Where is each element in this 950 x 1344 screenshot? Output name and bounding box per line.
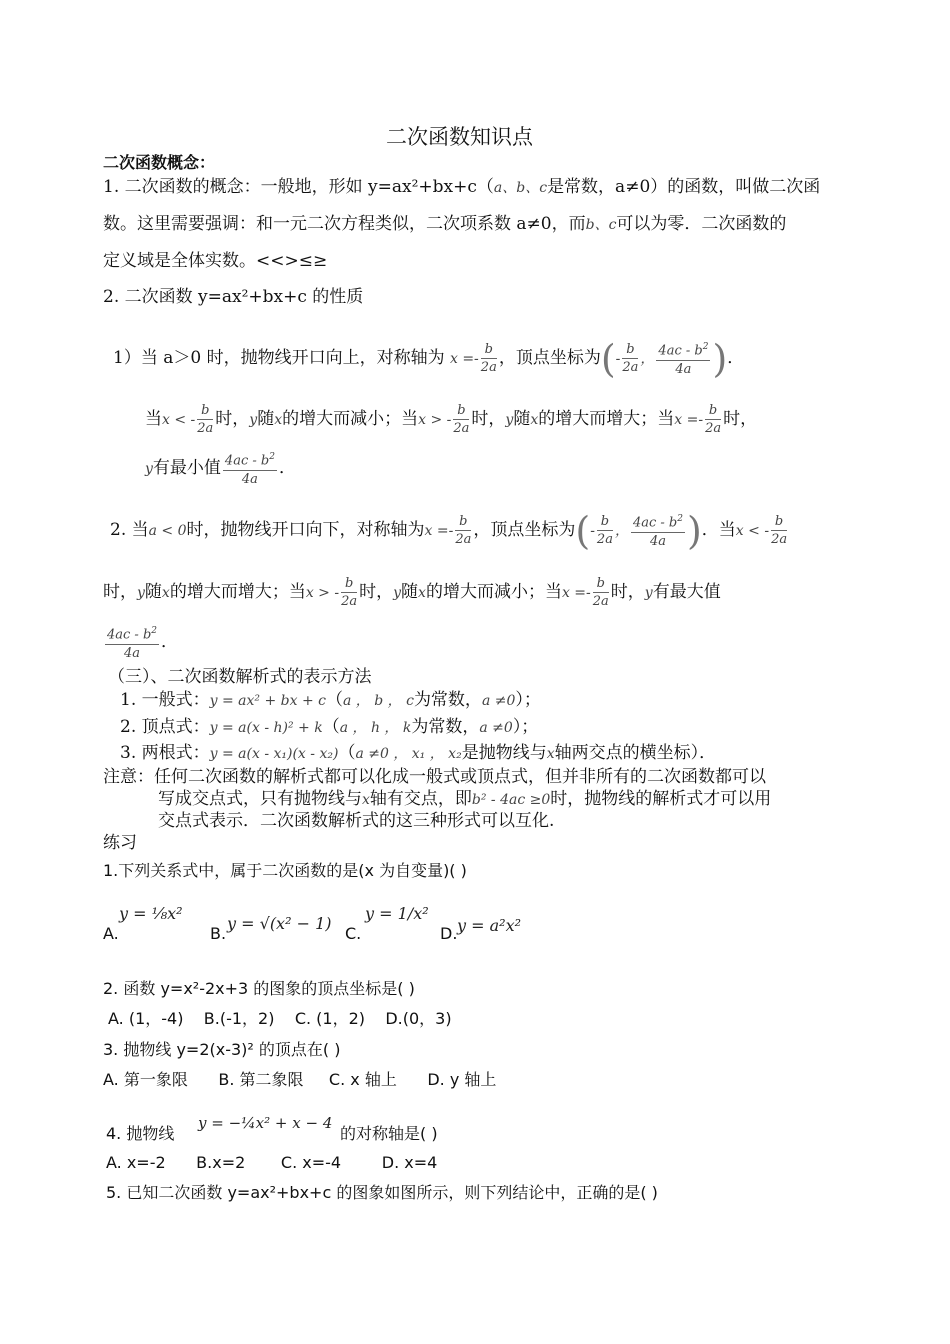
option-d-label: D. xyxy=(440,924,458,943)
option-a-label: A. xyxy=(103,924,119,943)
concept-line-3: 定义域是全体实数。<<>≤≥ xyxy=(103,251,328,271)
q4-expr: y = −¼x² + x − 4 xyxy=(198,1114,333,1132)
option-c-expr: y = 1/x² xyxy=(365,904,429,923)
question-2-options: A. (1，-4) B.(-1，2) C. (1，2) D.(0，3) xyxy=(108,1009,452,1028)
option-d-expr: y = a²x² xyxy=(457,916,522,935)
case2-line-3: $\frac{4ac - b^2}{4a}$ ． xyxy=(103,620,178,664)
note-line-3: 交点式表示．二次函数解析式的这三种形式可以互化. xyxy=(158,811,555,831)
forms-heading: （三）、二次函数解析式的表示方法 xyxy=(108,667,372,687)
option-b-label: B. xyxy=(210,924,227,943)
question-2: 2. 函数 y=x²-2x+3 的图象的顶点坐标是( ) xyxy=(103,979,415,998)
page-title: 二次函数知识点 xyxy=(386,125,533,149)
option-c-label: C. xyxy=(345,924,362,943)
case1-line-1: 1）当 a＞0 时，抛物线开口向上，对称轴为 x =- $\frac{b}{2a}$ ，顶点坐标为(- $\frac{b}{2a}$ ， $\frac{4ac - b^2}{4a}$ )． xyxy=(113,336,745,381)
form-general: 1. 一般式：y = ax² + bx + c（a ， b ， c为常数，a ≠0）； xyxy=(120,690,541,710)
fraction: $\frac{b}{2a}$ xyxy=(480,342,497,375)
concept-line-2: 数。这里需要强调：和一元二次方程类似，二次项系数 a≠0，而b、c可以为零．二次函数的 xyxy=(103,214,787,234)
form-roots: 3. 两根式：y = a(x - x₁)(x - x₂)（a ≠0 ， x₁ ， x₂是抛物线与x轴两交点的横坐标）． xyxy=(120,743,717,763)
question-4-options: A. x=-2 B.x=2 C. x=-4 D. x=4 xyxy=(106,1153,438,1172)
section-heading-concept: 二次函数概念： xyxy=(103,153,216,172)
case1-line-3: y有最小值 $\frac{4ac - b^2}{4a}$ ． xyxy=(145,446,296,490)
option-a-expr: y = ⅛x² xyxy=(119,904,183,923)
question-5: 5. 已知二次函数 y=ax²+bx+c 的图象如图所示，则下列结论中，正确的是( ) xyxy=(106,1183,658,1202)
option-b-expr: y = √(x² − 1) xyxy=(227,914,332,933)
case2-line-1: 2. 当a < 0时，抛物线开口向下，对称轴为x =- $\frac{b}{2a}$ ，顶点坐标为(- $\frac{b}{2a}$ ， $\frac{4ac - b^2}{4a}$ )．当x < - $\frac{b}{2a}$ xyxy=(110,508,788,553)
question-3-options: A. 第一象限 B. 第二象限 C. x 轴上 D. y 轴上 xyxy=(103,1070,497,1089)
case1-line-2: 当x < - $\frac{b}{2a}$ 时，y随x的增大而减小；当x > - $\frac{b}{2a}$ 时，y随x的增大而增大；当x =- $\frac{b}{2a}$ 时， xyxy=(145,403,758,436)
case2-line-2: 时，y随x的增大而增大；当x > - $\frac{b}{2a}$ 时，y随x的增大而减小；当x =- $\frac{b}{2a}$ 时，y有最大值 xyxy=(103,576,721,609)
concept-line-1: 1. 二次函数的概念：一般地，形如 y=ax²+bx+c（a、b、c是常数，a≠0）的函数，叫做二次函 xyxy=(103,177,821,197)
question-3: 3. 抛物线 y=2(x-3)² 的顶点在( ) xyxy=(103,1040,341,1059)
property-heading: 2. 二次函数 y=ax²+bx+c 的性质 xyxy=(103,287,364,307)
question-1: 1.下列关系式中，属于二次函数的是(x 为自变量)( ) xyxy=(103,861,467,880)
form-vertex: 2. 顶点式：y = a(x - h)² + k（a ， h ， k为常数，a ≠0）； xyxy=(120,717,539,737)
practice-heading: 练习 xyxy=(103,833,137,853)
note-line-2: 写成交点式，只有抛物线与x轴有交点，即b² - 4ac ≥0时，抛物线的解析式才可以用 xyxy=(158,789,772,809)
note-line-1: 注意：任何二次函数的解析式都可以化成一般式或顶点式，但并非所有的二次函数都可以 xyxy=(103,767,766,787)
